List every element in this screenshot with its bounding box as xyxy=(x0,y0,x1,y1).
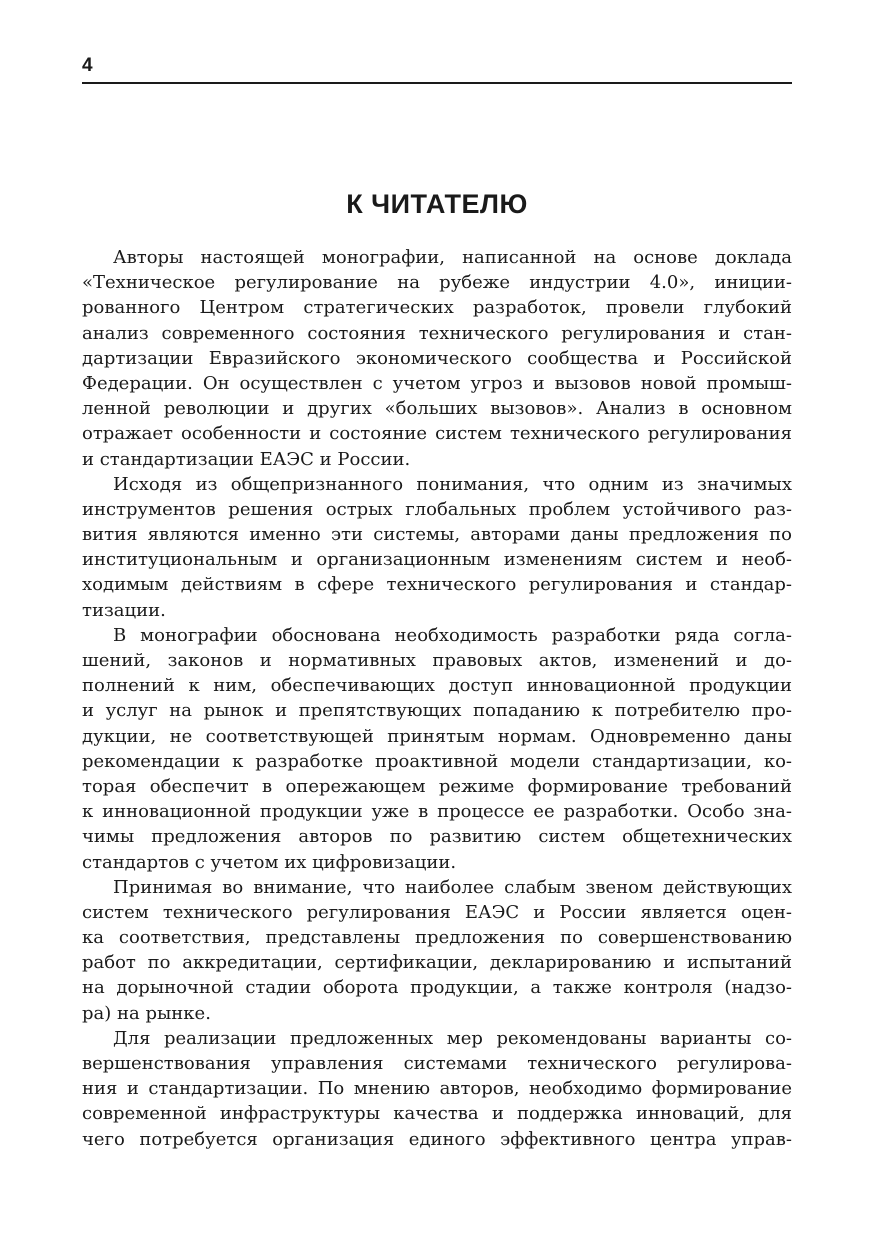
paragraph-5 xyxy=(82,1026,792,1152)
text-line: ка соответствия, представлены предложения по совершенствованию xyxy=(82,927,792,949)
text-line: систем технического регулирования ЕАЭС и России является оцен- xyxy=(82,901,792,923)
text-line: шений, законов и нормативных правовых актов, изменений и до- xyxy=(82,650,792,671)
text-line: стандартов с учетом их цифровизации. xyxy=(82,851,457,873)
text-line: работ по аккредитации, сертификации, декларированию и испытаний xyxy=(82,952,792,974)
body-text xyxy=(82,245,792,1152)
text-line: Принимая во внимание, что наиболее слабым звеном действующих xyxy=(113,876,792,898)
paragraph-3 xyxy=(82,623,792,875)
page-title: К ЧИТАТЕЛЮ xyxy=(346,189,528,219)
text-line: Исходя из общепризнанного понимания, что одним из значимых xyxy=(113,473,792,495)
text-line: анализ современного состояния технического регулирования и стан- xyxy=(82,322,792,344)
text-line: ния и стандартизации. По мнению авторов, необходимо формирование xyxy=(82,1078,792,1100)
text-line: ходимым действиям в сфере технического регулирования и стандар- xyxy=(82,574,792,596)
text-line: чего потребуется организация единого эффективного центра управ- xyxy=(82,1128,792,1150)
text-line: инструментов решения острых глобальных проблем устойчивого раз- xyxy=(82,498,792,520)
page-header xyxy=(82,52,792,84)
text-line: и услуг на рынок и препятствующих попаданию к потребителю про- xyxy=(82,700,792,722)
text-line: отражает особенности и состояние систем технического регулирования xyxy=(82,423,792,445)
text-line: Федерации. Он осуществлен с учетом угроз и вызовов новой промыш- xyxy=(82,372,792,394)
text-line: торая обеспечит в опережающем режиме формирование требований xyxy=(82,775,792,797)
text-line: Для реализации предложенных мер рекомендованы варианты со- xyxy=(113,1027,792,1049)
text-line: дукции, не соответствующей принятым нормам. Одновременно даны xyxy=(82,725,792,747)
paragraph-1 xyxy=(82,245,792,472)
text-line: институциональным и организационным изменениям систем и необ- xyxy=(82,549,792,571)
text-line: ленной революции и других «больших вызовов». Анализ в основном xyxy=(82,398,792,420)
paragraph-4 xyxy=(82,875,792,1026)
text-line: «Техническое регулирование на рубеже индустрии 4.0», иниции- xyxy=(82,272,792,294)
text-line: тизации. xyxy=(82,599,166,621)
text-line: Авторы настоящей монографии, написанной на основе доклада xyxy=(113,247,792,268)
paragraph-2 xyxy=(82,472,792,623)
text-line: вершенствования управления системами технического регулирова- xyxy=(82,1053,792,1074)
text-line: современной инфраструктуры качества и поддержка инноваций, для xyxy=(82,1103,792,1125)
text-line: чимы предложения авторов по развитию систем общетехнических xyxy=(82,826,792,848)
text-line: рекомендации к разработке проактивной модели стандартизации, ко- xyxy=(82,750,792,772)
text-line: на дорыночной стадии оборота продукции, а также контроля (надзо- xyxy=(82,977,792,999)
text-line: дартизации Евразийского экономического сообщества и Российской xyxy=(82,347,792,369)
text-line: полнений к ним, обеспечивающих доступ инновационной продукции xyxy=(82,675,792,697)
text-line: и стандартизации ЕАЭС и России. xyxy=(82,448,411,470)
text-line: к инновационной продукции уже в процессе ее разработки. Особо зна- xyxy=(82,801,792,823)
text-line: В монографии обоснована необходимость разработки ряда согла- xyxy=(113,624,792,646)
text-line: рованного Центром стратегических разработок, провели глубокий xyxy=(82,297,792,319)
text-line: ра) на рынке. xyxy=(82,1002,211,1024)
page-number: 4 xyxy=(82,55,93,76)
text-line: вития являются именно эти системы, авторами даны предложения по xyxy=(82,524,792,546)
